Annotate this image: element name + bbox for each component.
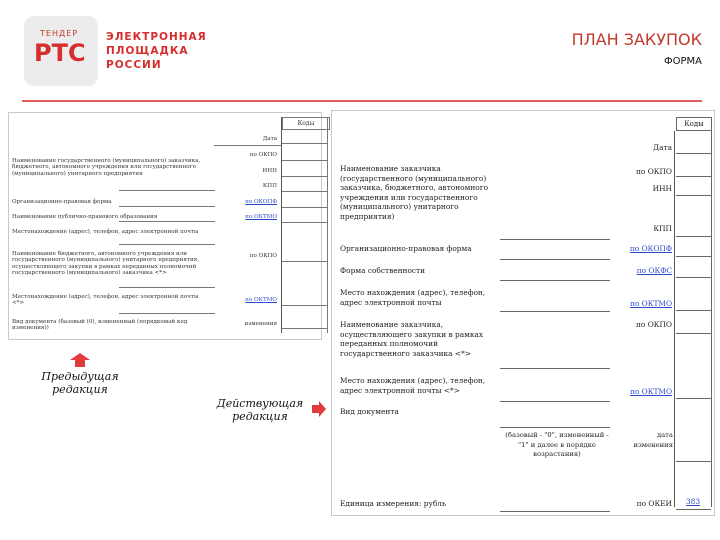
field-line	[500, 259, 610, 260]
unit-label: Единица измерения: рубль	[340, 499, 447, 508]
code-cell-line	[282, 207, 328, 208]
field-line	[119, 287, 215, 288]
date-label: Дата	[653, 143, 672, 152]
date-label: Дата	[262, 136, 277, 142]
code-kpp: КПП	[262, 183, 277, 189]
row-customer-label: Наименование заказчика (государственного (муниципального) заказчика, бюджетного, автономного учреждения или государственного (муниципального) унитарного предприятия)	[340, 164, 489, 221]
code-cell-line	[676, 310, 711, 311]
row-public-entity-label: Наименование публично-правового образования	[12, 214, 158, 220]
row-legal-form-label: Организационно-правовая форма	[12, 199, 112, 205]
codes-column-border	[674, 131, 675, 507]
code-cell-line	[676, 236, 711, 237]
current-edition-caption	[210, 397, 310, 423]
codes-header: Коды	[676, 117, 712, 131]
code-oktmo-link-2[interactable]: по ОКТМО	[245, 297, 277, 303]
code-cell-line	[282, 191, 328, 192]
code-cell-line	[676, 461, 711, 462]
code-oktmo-link[interactable]: по ОКТМО	[629, 299, 672, 308]
code-okpo: по ОКПО	[635, 167, 672, 176]
code-cell-line	[282, 222, 328, 223]
code-cell-line	[282, 305, 328, 306]
code-cell-line	[676, 277, 711, 278]
row-doc-type-label: Вид документа	[340, 407, 399, 416]
arrow-right-icon	[312, 401, 326, 417]
previous-edition-caption	[30, 370, 130, 396]
code-change: изменения	[244, 321, 277, 327]
row-budget-institution-label: Наименование бюджетного, автономного учреждения или государственного (муниципального) унитарного предприятия, осуществляющего закупки в рамках переданных полномочий государственного (муниципального) заказчика <*>	[12, 251, 199, 277]
unit-value-link[interactable]: 383	[685, 497, 701, 506]
caption-line: редакция	[52, 383, 108, 396]
code-oktmo-link[interactable]: по ОКТМО	[245, 214, 277, 220]
code-okfs-link[interactable]: по ОКФС	[636, 266, 672, 275]
code-kpp: КПП	[653, 224, 672, 233]
row-legal-form-label: Организационно-правовая форма	[340, 244, 472, 253]
codes-column-border	[281, 117, 282, 333]
current-edition-form	[331, 110, 715, 516]
field-line	[119, 244, 215, 245]
unit-code: по ОКЕИ	[636, 499, 672, 508]
code-cell-line	[676, 398, 711, 399]
row-address-label: Местонахождение (адрес), телефон, адрес электронной почты	[12, 229, 199, 235]
field-line	[119, 206, 215, 207]
code-cell-line	[676, 176, 711, 177]
caption-line: Предыдущая	[41, 370, 119, 383]
field-line	[500, 239, 610, 240]
code-cell-line	[282, 143, 328, 144]
field-line	[500, 280, 610, 281]
logo-line-1: ЭЛЕКТРОННАЯ	[106, 31, 207, 43]
row-address-label: Место нахождения (адрес), телефон, адрес электронной почты	[340, 288, 486, 307]
date-line	[214, 145, 281, 146]
logo-rts-text: РТС	[34, 39, 86, 67]
row-doc-type-label: Вид документа (базовый (0), измененный (порядковый код изменения))	[12, 319, 188, 332]
field-line	[500, 427, 610, 428]
code-inn: ИНН	[262, 168, 277, 174]
codes-column-right-border	[711, 117, 712, 507]
code-cell-line	[282, 328, 328, 329]
code-okopf-link[interactable]: по ОКОПФ	[629, 244, 672, 253]
code-cell-line	[676, 333, 711, 334]
previous-edition-form	[8, 112, 322, 340]
caption-line: Действующая	[216, 397, 304, 410]
code-okpo-2: по ОКПО	[249, 253, 277, 259]
page-subtitle: ФОРМА	[664, 56, 702, 67]
arrow-up-icon	[70, 353, 90, 367]
code-cell-line	[676, 153, 711, 154]
code-cell-line	[676, 509, 711, 510]
header-divider	[22, 100, 702, 102]
code-cell-line	[282, 261, 328, 262]
field-line	[500, 368, 610, 369]
field-line	[119, 221, 215, 222]
codes-header: Коды	[282, 117, 330, 130]
row-ownership-label: Форма собственности	[340, 266, 426, 275]
row-procuring-customer-label: Наименование заказчика, осуществляющего закупки в рамках переданных полномочий государственного заказчика <*>	[340, 320, 484, 358]
field-line	[500, 401, 610, 402]
field-line	[500, 311, 610, 312]
code-cell-line	[676, 195, 711, 196]
logo-line-2: ПЛОЩАДКА	[106, 45, 189, 57]
code-cell-line	[282, 176, 328, 177]
codes-column-right-border	[327, 117, 328, 333]
logo-line-3: РОССИИ	[106, 59, 162, 71]
code-inn: ИНН	[652, 184, 672, 193]
logo-small-text: ТЕНДЕР	[40, 29, 79, 38]
code-cell-line	[676, 256, 711, 257]
row-customer-label: Наименование государственного (муниципального) заказчика, бюджетного, автономного учреждения или государственного (муниципального) унитарного предприятия	[12, 158, 201, 177]
doc-type-code: дата изменения	[633, 431, 673, 449]
field-line	[119, 313, 215, 314]
code-oktmo-link-2[interactable]: по ОКТМО	[629, 387, 672, 396]
code-okpo-2: по ОКПО	[635, 320, 672, 329]
code-cell-line	[282, 160, 328, 161]
code-okopf-link[interactable]: по ОКОПФ	[245, 199, 277, 205]
caption-line: редакция	[232, 410, 288, 423]
field-line	[500, 511, 610, 512]
row-address-2-label: Местонахождение (адрес), телефон, адрес электронной почты <*>	[12, 294, 199, 307]
row-address-2-label: Место нахождения (адрес), телефон, адрес электронной почты <*>	[340, 376, 486, 395]
doc-type-note: (базовый - "0", измененный - "1" и далее в порядке возрастания)	[505, 431, 609, 459]
code-okpo: по ОКПО	[249, 152, 277, 158]
field-line	[119, 190, 215, 191]
page-title: ПЛАН ЗАКУПОК	[571, 30, 702, 49]
